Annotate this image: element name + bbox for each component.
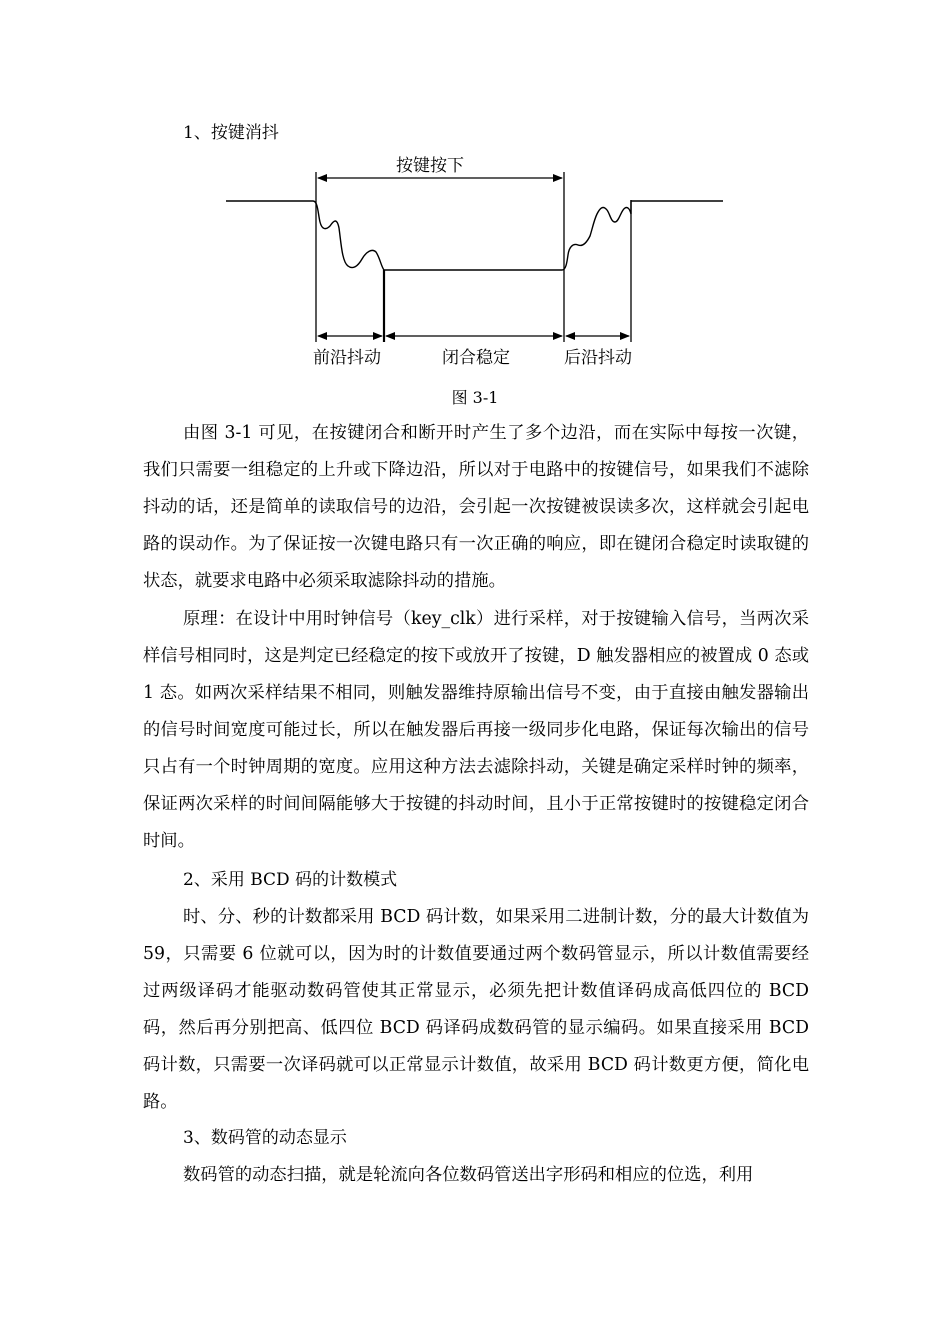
waveform-diagram	[0, 150, 950, 380]
key-bounce-waveform-figure	[0, 150, 950, 380]
front-bounce-label: 前沿抖动	[313, 348, 381, 368]
paragraph-bcd-counting: 时、分、秒的计数都采用 BCD 码计数，如果采用二进制计数，分的最大计数值为 59，只需要 6 位就可以，因为时的计数值要通过两个数码管显示，所以计数值需要经过两级译码才能驱动数码管使其正常显示，必须先把计数值译码成高低四位的 BCD 码，然后再分别把高、低四位 BCD 码译码成数码管的显示编码。如果直接采用 BCD 码计数，只需要一次译码就可以正常显示计数值，故采用 BCD 码计数更方便，简化电路。	[143, 907, 809, 1112]
section-heading-dynamic-display: 3、数码管的动态显示	[183, 1128, 347, 1148]
paragraph-bounce-explanation: 由图 3-1 可见，在按键闭合和断开时产生了多个边沿，而在实际中每按一次键，我们只需要一组稳定的上升或下降边沿，所以对于电路中的按键信号，如果我们不滤除抖动的话，还是简单的读取信号的边沿，会引起一次按键被误读多次，这样就会引起电路的误动作。为了保证按一次键电路只有一次正确的响应，即在键闭合稳定时读取键的状态，就要求电路中必须采取滤除抖动的措施。	[143, 423, 809, 591]
section-heading-bcd: 2、采用 BCD 码的计数模式	[183, 870, 398, 890]
paragraph-debounce-principle: 原理：在设计中用时钟信号（key_clk）进行采样，对于按键输入信号，当两次采样信号相同时，这是判定已经稳定的按下或放开了按键，D 触发器相应的被置成 0 态或 1 态。如两次采样结果不相同，则触发器维持原输出信号不变，由于直接由触发器输出的信号时间宽度可能过长，所以在触发器后再接一级同步化电路，保证每次输出的信号只占有一个时钟周期的宽度。应用这种方法去滤除抖动，关键是确定采样时钟的频率，保证两次采样的时间间隔能够大于按键的抖动时间，且小于正常按键时的按键稳定闭合时间。	[143, 609, 809, 851]
section-heading-debounce: 1、按键消抖	[183, 123, 279, 143]
figure-caption: 图 3-1	[451, 388, 499, 407]
signal-waveform	[226, 201, 723, 270]
press-label: 按键按下	[396, 156, 464, 176]
stable-closed-label: 闭合稳定	[442, 348, 510, 368]
back-bounce-label: 后沿抖动	[564, 348, 632, 368]
paragraph-dynamic-display: 数码管的动态扫描，就是轮流向各位数码管送出字形码和相应的位选，利用	[183, 1165, 754, 1185]
